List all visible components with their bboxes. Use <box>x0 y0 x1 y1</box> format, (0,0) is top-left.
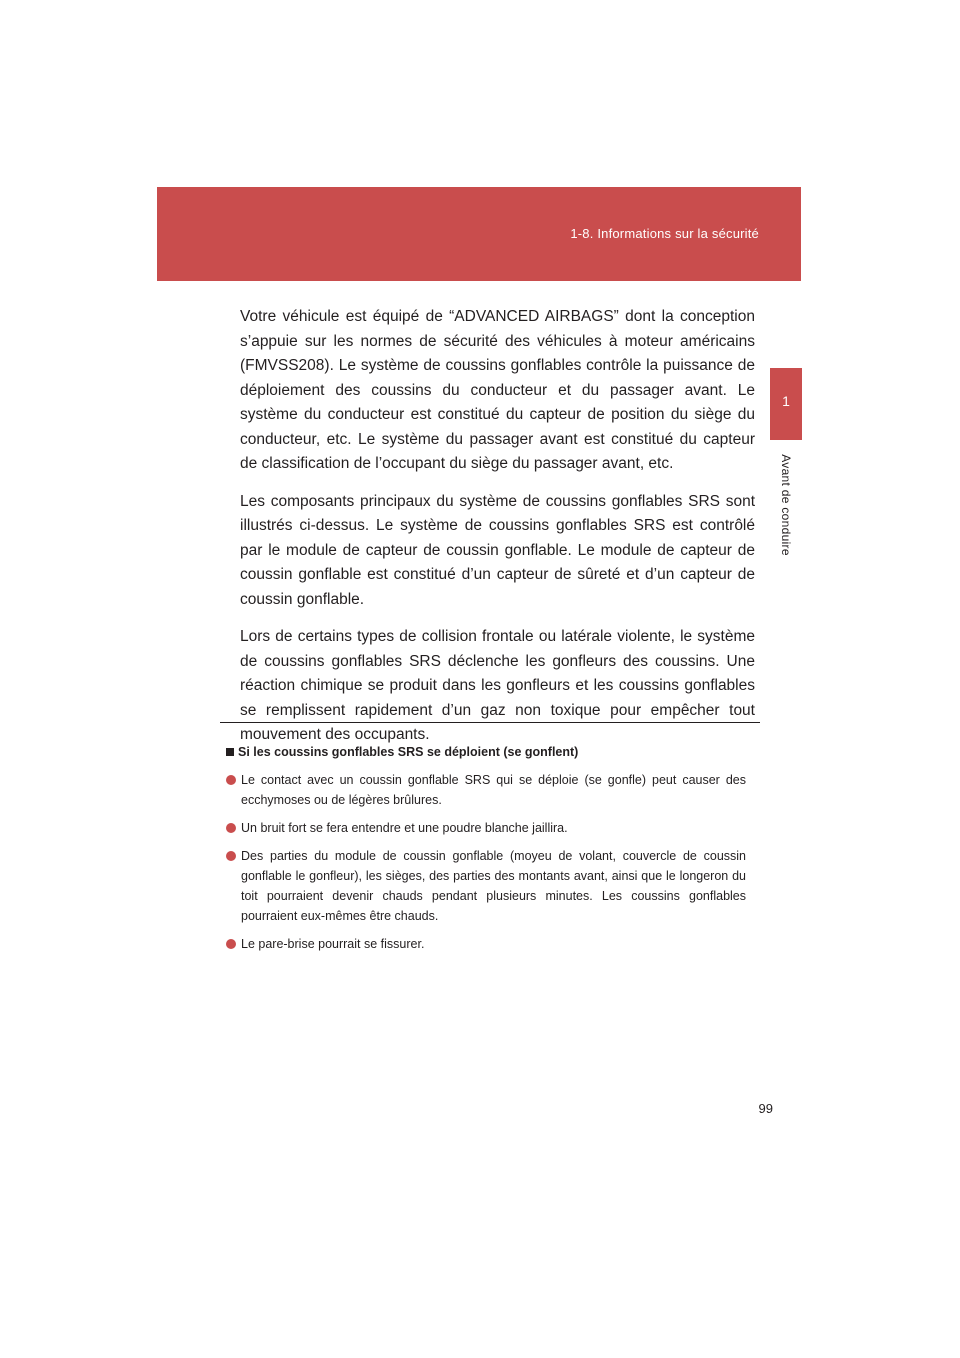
section-title: 1-8. Informations sur la sécurité <box>570 226 759 241</box>
page-number: 99 <box>758 1101 773 1116</box>
section-divider <box>220 722 760 723</box>
note-bullet <box>226 846 746 926</box>
note-bullet <box>226 934 746 954</box>
note-bullet-text: Le contact avec un coussin gonflable SRS qui se déploie (se gonfle) peut causer des ecchymoses ou de légères brûlures. <box>241 773 746 807</box>
body-paragraph: Lors de certains types de collision frontale ou latérale violente, le système de coussins gonflables SRS déclenche les gonfleurs des coussins. Une réaction chimique se produit dans les gonfleurs et les coussins gonflables se remplissent rapidement d’un gaz non toxique pour empêcher tout mouvement des occupants. <box>240 628 755 743</box>
body-paragraph: Les composants principaux du système de coussins gonflables SRS sont illustrés ci-dessus. Le système de coussins gonflables SRS est contrôlé par le module de capteur de coussin gonflable. Le module de capteur de coussin gonflable est constitué d’un capteur de sûreté et d’un capteur de coussin gonflable. <box>240 492 755 608</box>
round-bullet-icon <box>226 775 236 785</box>
notes-section <box>226 742 746 962</box>
note-bullet-text: Un bruit fort se fera entendre et une poudre blanche jaillira. <box>241 821 568 835</box>
notes-heading-text: Si les coussins gonflables SRS se déploient (se gonflent) <box>238 745 579 759</box>
note-bullet-text: Le pare-brise pourrait se fissurer. <box>241 937 425 951</box>
note-bullet <box>226 818 746 838</box>
main-body-text <box>240 305 755 761</box>
square-bullet-icon <box>226 748 234 756</box>
note-bullet <box>226 770 746 810</box>
note-bullet-text: Des parties du module de coussin gonflable (moyeu de volant, couvercle de coussin gonflable le gonfleur), les sièges, des parties des montants avant, ainsi que le longeron du toit pourraient devenir chauds pendant plusieurs minutes. Les coussins gonflables pourraient eux-mêmes être chauds. <box>241 849 746 923</box>
round-bullet-icon <box>226 851 236 861</box>
body-paragraph: Votre véhicule est équipé de “ADVANCED AIRBAGS” dont la conception s’appuie sur les normes de sécurité des véhicules à moteur américains (FMVSS208). Le système de coussins gonflables contrôle la puissance de déploiement des coussins du conducteur et du passager avant. Le système du conducteur est constitué du capteur de position du siège du conducteur, etc. Le système du passager avant est constitué du capteur de classification de l’occupant du siège du passager avant, etc. <box>240 308 755 472</box>
round-bullet-icon <box>226 823 236 833</box>
chapter-label: Avant de conduire <box>779 454 793 556</box>
section-header-band <box>157 187 801 281</box>
chapter-tab <box>770 368 802 440</box>
chapter-number: 1 <box>782 393 790 409</box>
notes-heading <box>226 742 746 762</box>
round-bullet-icon <box>226 939 236 949</box>
